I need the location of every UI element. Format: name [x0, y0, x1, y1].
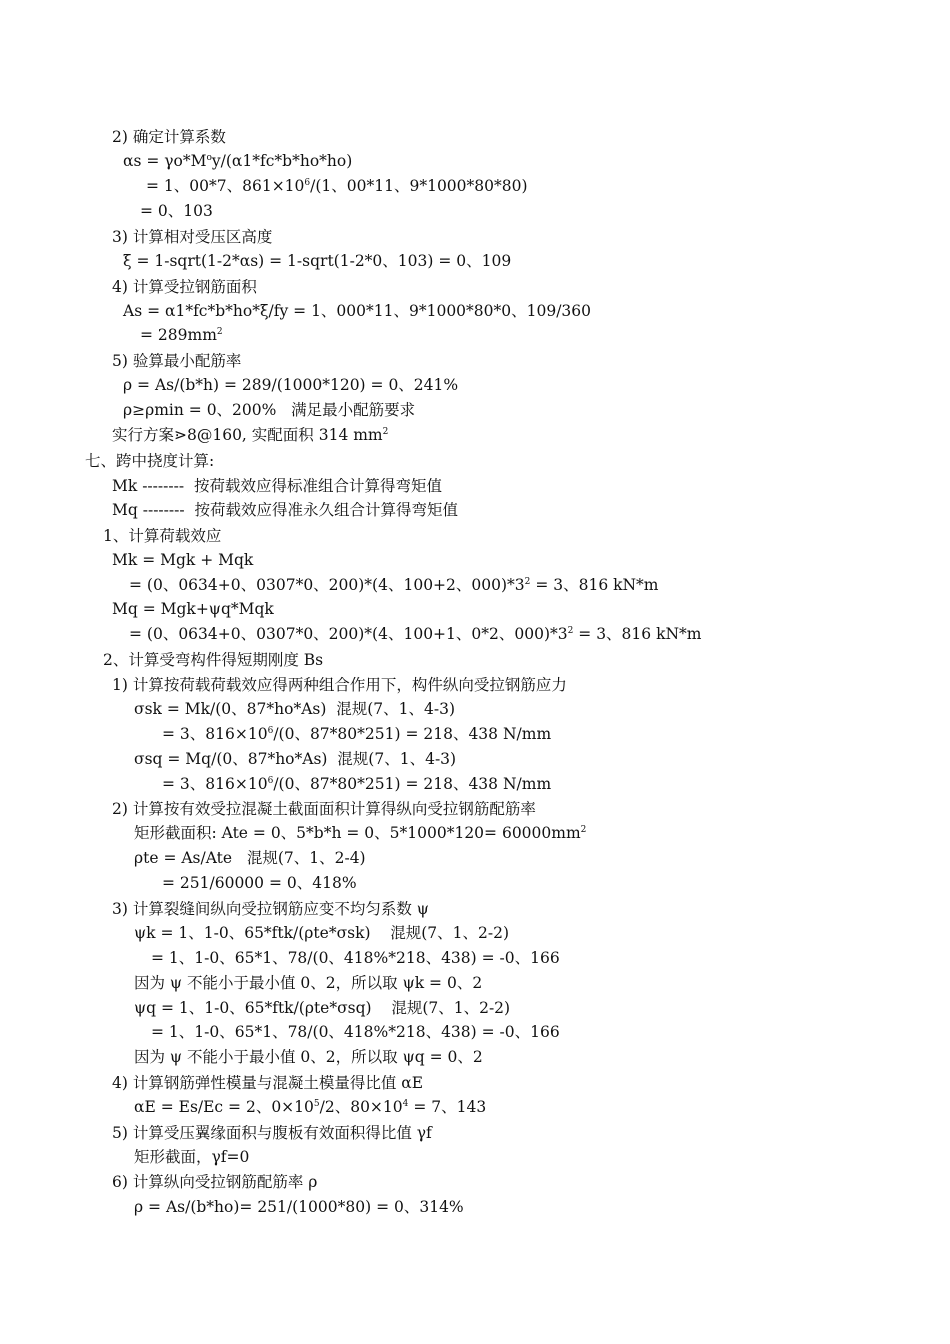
text-line: [112, 277, 257, 297]
text-segment: ρ≥ρmin = 0、200% 满足最小配筋要求: [123, 401, 416, 419]
text-line: [112, 675, 567, 695]
text-segment: = 289mm: [140, 326, 217, 344]
superscript: 2: [567, 626, 574, 636]
text-segment: 矩形截面，γf=0: [134, 1148, 250, 1166]
text-line: [112, 799, 536, 819]
superscript: 4: [402, 1099, 409, 1109]
text-segment: = 3、816×10: [162, 775, 268, 793]
subsection-heading: [103, 526, 221, 546]
text-segment: σsq = Mq/(0、87*ho*As) 混规(7、1、4-3): [134, 750, 457, 768]
text-line: [112, 351, 241, 371]
text-line: [112, 500, 458, 520]
text-segment: 4) 计算钢筋弹性模量与混凝土模量得比值 αE: [112, 1074, 424, 1092]
text-segment: = 1、1-0、65*1、78/(0、418%*218、438) = -0、166: [151, 1023, 560, 1041]
text-segment: 因为 ψ 不能小于最小值 0、2，所以取 ψq = 0、2: [134, 1048, 483, 1066]
text-segment: As = α1*fc*b*ho*ξ/fy = 1、000*11、9*1000*80*0、109/360: [123, 302, 592, 320]
text-segment: ρ = As/(b*h) = 289/(1000*120) = 0、241%: [123, 376, 459, 394]
text-segment: ρte = As/Ate 混规(7、1、2-4): [134, 849, 366, 867]
formula-line: [134, 749, 456, 769]
superscript: 2: [524, 577, 531, 587]
text-segment: 4) 计算受拉钢筋面积: [112, 278, 257, 296]
text-segment: = 1、00*7、861×10: [146, 177, 305, 195]
text-segment: ψq = 1、1-0、65*ftk/(ρte*σsq) 混规(7、1、2-2): [134, 999, 511, 1017]
text-line: [112, 1073, 423, 1093]
formula-line: [134, 998, 510, 1018]
text-segment: Mk = Mgk + Mqk: [112, 551, 254, 569]
text-line: [112, 1172, 317, 1192]
formula-line: [112, 550, 253, 570]
text-segment: 5) 验算最小配筋率: [112, 352, 242, 370]
text-segment: = 1、1-0、65*1、78/(0、418%*218、438) = -0、166: [151, 949, 560, 967]
text-segment: 6) 计算纵向受拉钢筋配筋率 ρ: [112, 1173, 318, 1191]
text-segment: /2、80×10: [319, 1098, 403, 1116]
superscript: 2: [216, 327, 223, 337]
text-line: [112, 425, 388, 445]
text-segment: = 3、816 kN*m: [573, 625, 702, 643]
formula-line: [123, 251, 511, 271]
text-segment: 七、跨中挠度计算:: [85, 452, 215, 470]
text-segment: 3) 计算裂缝间纵向受拉钢筋应变不均匀系数 ψ: [112, 900, 429, 918]
formula-line: [134, 848, 366, 868]
text-segment: y/(α1*fc*b*ho*ho): [211, 152, 353, 170]
text-segment: 5) 计算受压翼缘面积与腹板有效面积得比值 γf: [112, 1124, 432, 1142]
formula-line: [123, 375, 458, 395]
text-segment: = 3、816×10: [162, 725, 268, 743]
text-segment: /(1、00*11、9*1000*80*80): [310, 177, 528, 195]
text-segment: Mq = Mgk+ψq*Mqk: [112, 600, 274, 618]
text-segment: 2) 计算按有效受拉混凝土截面面积计算得纵向受拉钢筋配筋率: [112, 800, 536, 818]
formula-line: [134, 1097, 486, 1117]
text-line: [112, 899, 429, 919]
text-segment: 矩形截面积: Ate = 0、5*b*h = 0、5*1000*120= 60000mm: [134, 824, 581, 842]
formula-line: [162, 873, 357, 893]
formula-line: [129, 624, 701, 644]
text-segment: /(0、87*80*251) = 218、438 N/mm: [273, 725, 552, 743]
text-segment: /(0、87*80*251) = 218、438 N/mm: [273, 775, 552, 793]
formula-line: [134, 1197, 464, 1217]
text-segment: 1) 计算按荷载荷载效应得两种组合作用下，构件纵向受拉钢筋应力: [112, 676, 567, 694]
text-line: [112, 227, 272, 247]
text-segment: = 0、103: [140, 202, 213, 220]
subsection-heading: [103, 650, 323, 670]
text-segment: = 3、816 kN*m: [530, 576, 659, 594]
text-segment: = (0、0634+0、0307*0、200)*(4、100+1、0*2、000)*3: [129, 625, 568, 643]
formula-line: [151, 948, 560, 968]
superscript: 6: [267, 726, 274, 736]
formula-line: [112, 599, 274, 619]
text-segment: 2) 确定计算系数: [112, 128, 226, 146]
text-segment: ρ = As/(b*ho)= 251/(1000*80) = 0、314%: [134, 1198, 464, 1216]
formula-line: [123, 400, 415, 420]
text-segment: ψk = 1、1-0、65*ftk/(ρte*σsk) 混规(7、1、2-2): [134, 924, 510, 942]
formula-line: [123, 301, 591, 321]
text-line: [134, 1047, 483, 1067]
formula-line: [140, 325, 223, 345]
text-segment: 1、计算荷载效应: [103, 527, 222, 545]
section-heading: [85, 451, 214, 471]
text-line: [112, 127, 226, 147]
formula-line: [140, 201, 213, 221]
formula-line: [123, 151, 352, 171]
superscript: 2: [382, 427, 389, 437]
text-line: [134, 1147, 249, 1167]
text-segment: αE = Es/Ec = 2、0×10: [134, 1098, 314, 1116]
text-segment: Mk -------- 按荷载效应得标准组合计算得弯矩值: [112, 477, 442, 495]
text-segment: σsk = Mk/(0、87*ho*As) 混规(7、1、4-3): [134, 700, 456, 718]
text-segment: = 251/60000 = 0、418%: [162, 874, 357, 892]
formula-line: [134, 923, 509, 943]
text-segment: 实行方案⋗8@160, 实配面积 314 mm: [112, 426, 383, 444]
text-segment: αs = γo*M: [123, 152, 207, 170]
text-segment: 因为 ψ 不能小于最小值 0、2，所以取 ψk = 0、2: [134, 974, 483, 992]
formula-line: [162, 774, 551, 794]
formula-line: [162, 724, 551, 744]
superscript: o: [206, 153, 212, 163]
formula-line: [134, 823, 586, 843]
formula-line: [134, 699, 455, 719]
text-line: [134, 973, 482, 993]
text-segment: 3) 计算相对受压区高度: [112, 228, 273, 246]
text-segment: Mq -------- 按荷载效应得准永久组合计算得弯矩值: [112, 501, 458, 519]
superscript: 2: [580, 825, 587, 835]
text-segment: 2、计算受弯构件得短期刚度 Bs: [103, 651, 324, 669]
formula-line: [151, 1022, 560, 1042]
formula-line: [129, 575, 659, 595]
text-segment: = (0、0634+0、0307*0、200)*(4、100+2、000)*3: [129, 576, 525, 594]
text-line: [112, 476, 442, 496]
text-segment: = 7、143: [408, 1098, 487, 1116]
superscript: 5: [313, 1099, 320, 1109]
text-line: [112, 1123, 432, 1143]
text-segment: ξ = 1-sqrt(1-2*αs) = 1-sqrt(1-2*0、103) = 0、109: [123, 252, 512, 270]
superscript: 6: [267, 776, 274, 786]
superscript: 6: [304, 178, 311, 188]
formula-line: [146, 176, 528, 196]
